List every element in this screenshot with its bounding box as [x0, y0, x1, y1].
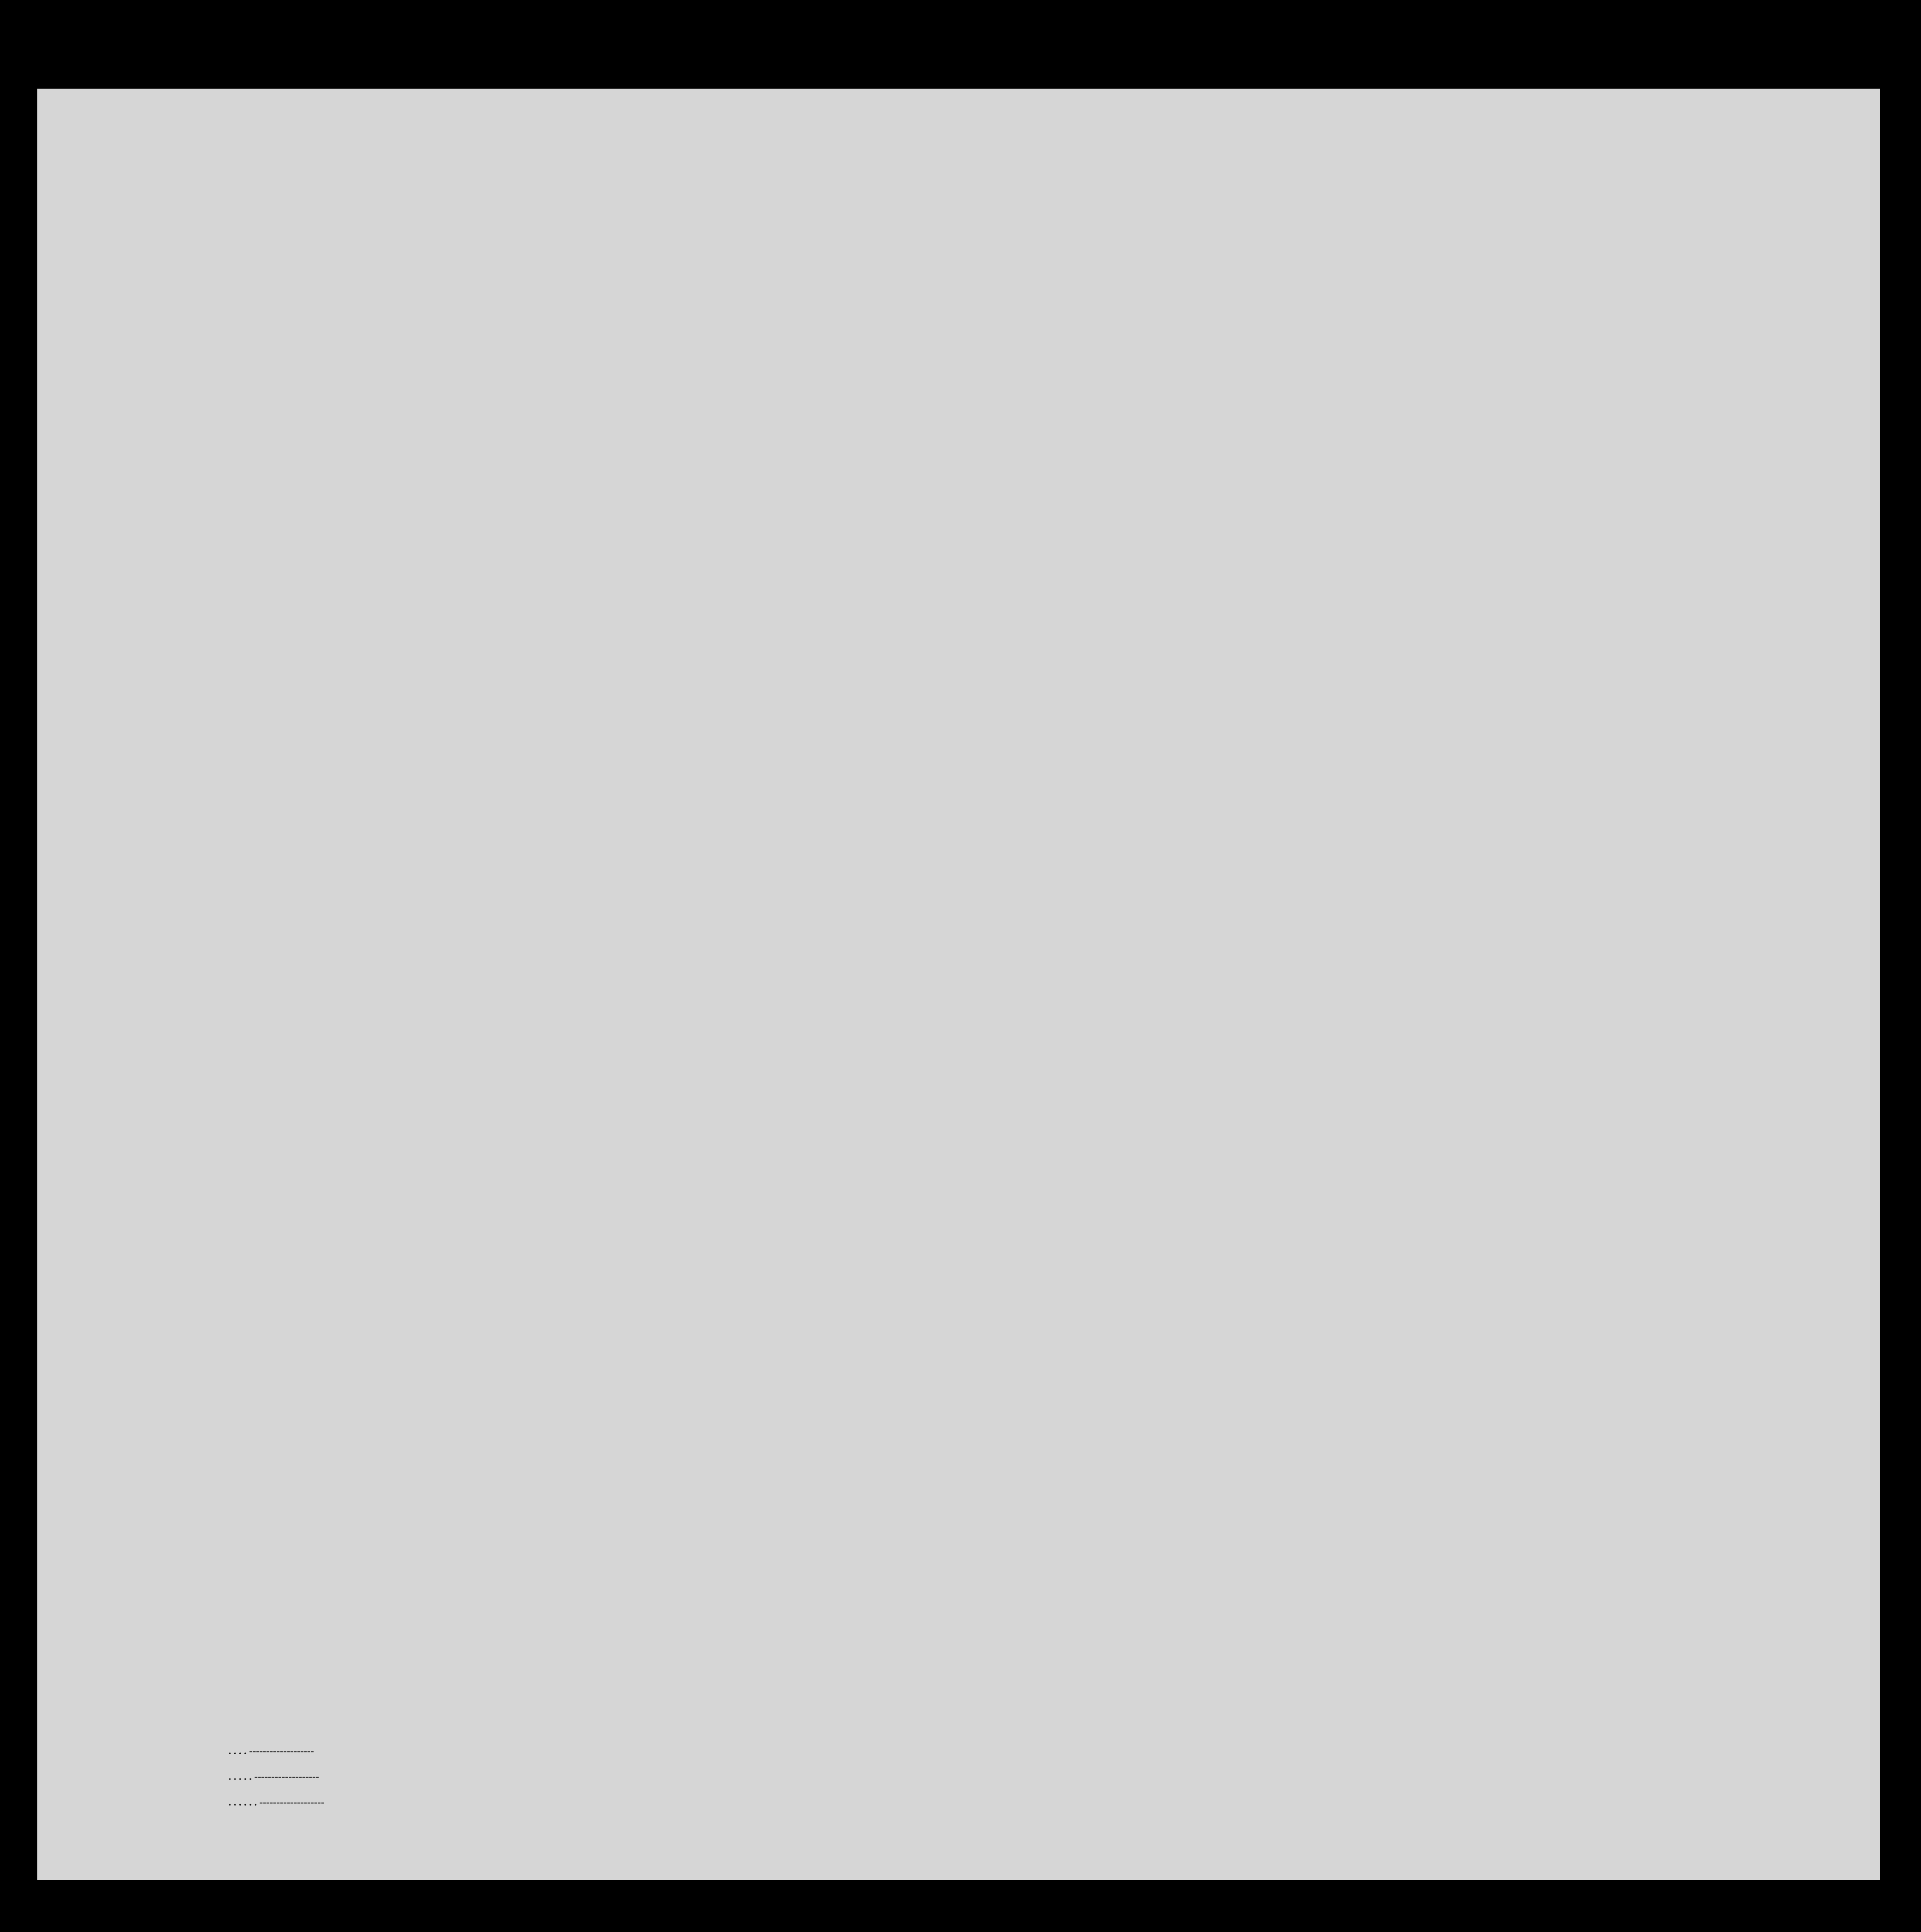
- total-passengers-label: . . . . -------------------: [229, 1745, 314, 1757]
- us-citizens-label: . . . . . -------------------: [229, 1771, 320, 1782]
- aliens-label: . . . . . . -------------------: [229, 1796, 325, 1808]
- table-grid: [37, 89, 1880, 1880]
- totals-block: [229, 1738, 324, 1815]
- manifest-sheet: [37, 89, 1880, 1880]
